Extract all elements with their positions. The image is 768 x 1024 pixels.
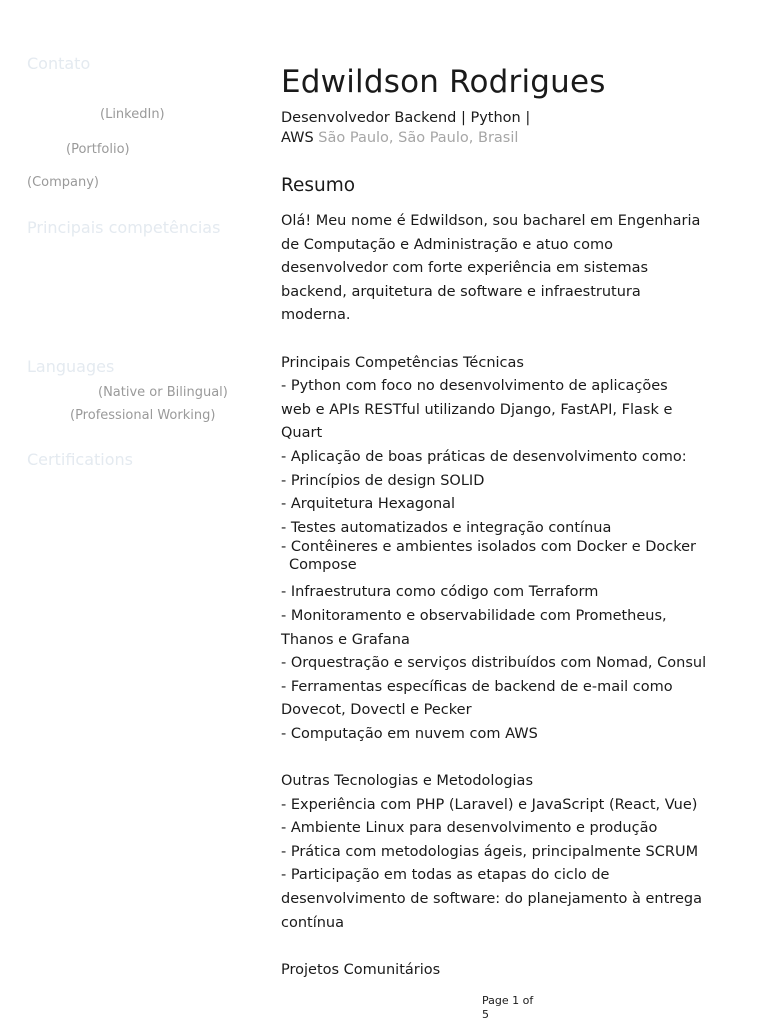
summary-intro-line: de Computação e Administração e atuo como bbox=[281, 236, 613, 253]
profile-headline bbox=[281, 108, 530, 148]
competencia-line: - Aplicação de boas práticas de desenvolvimento como: bbox=[281, 448, 687, 465]
page-label: Page 1 of bbox=[482, 994, 534, 1007]
summary-intro-line: desenvolvedor com forte experiência em sistemas bbox=[281, 260, 649, 277]
summary-intro-line: moderna. bbox=[281, 307, 351, 324]
spacer bbox=[281, 326, 751, 350]
outras-title: Outras Tecnologias e Metodologias bbox=[281, 773, 533, 790]
outras-line: contínua bbox=[281, 914, 345, 931]
competencia-line: - Infraestrutura como código com Terraform bbox=[281, 584, 599, 601]
language-item: (Professional Working) bbox=[70, 408, 216, 423]
competencia-line: Thanos e Grafana bbox=[281, 631, 410, 648]
outras-line: - Prática com metodologias ágeis, principalmente SCRUM bbox=[281, 843, 699, 860]
summary-title: Resumo bbox=[281, 175, 356, 196]
competencia-line: web e APIs RESTful utilizando Django, FastAPI, Flask e bbox=[281, 401, 673, 418]
company-link[interactable]: (Company) bbox=[27, 175, 99, 190]
competencia-line: - Contêineres e ambientes isolados com Docker e Docker Compose bbox=[281, 539, 697, 574]
page-footer bbox=[482, 994, 533, 1022]
outras-line: desenvolvimento de software: do planejamento à entrega bbox=[281, 891, 702, 908]
competencia-line: - Ferramentas específicas de backend de e-mail como bbox=[281, 678, 673, 695]
page-total: 5 bbox=[482, 1008, 489, 1021]
summary-intro-line: backend, arquitetura de software e infraestrutura bbox=[281, 283, 641, 300]
languages-heading: Languages bbox=[27, 357, 115, 376]
competencia-line: Quart bbox=[281, 425, 323, 442]
summary-intro-line: Olá! Meu nome é Edwildson, sou bacharel em Engenharia bbox=[281, 213, 701, 229]
headline-line-2 bbox=[281, 128, 530, 148]
outras-line: - Experiência com PHP (Laravel) e JavaScript (React, Vue) bbox=[281, 796, 698, 813]
competencias-title: Principais Competências Técnicas bbox=[281, 354, 524, 371]
headline-aws: AWS bbox=[281, 130, 314, 146]
competencia-line: - Computação em nuvem com AWS bbox=[281, 725, 538, 742]
portfolio-link[interactable]: (Portfolio) bbox=[66, 142, 130, 157]
certifications-heading: Certifications bbox=[27, 450, 133, 469]
summary-body bbox=[281, 208, 751, 980]
outras-line: - Ambiente Linux para desenvolvimento e produção bbox=[281, 820, 658, 837]
profile-name: Edwildson Rodrigues bbox=[281, 64, 606, 100]
competencia-line: Dovecot, Dovectl e Pecker bbox=[281, 702, 472, 719]
language-item: (Native or Bilingual) bbox=[98, 385, 228, 400]
competencia-line: - Princípios de design SOLID bbox=[281, 472, 485, 489]
projetos-title: Projetos Comunitários bbox=[281, 961, 441, 978]
competencia-line: - Testes automatizados e integração contínua bbox=[281, 519, 612, 536]
competencia-line: - Arquitetura Hexagonal bbox=[281, 496, 456, 513]
linkedin-link[interactable]: (LinkedIn) bbox=[100, 107, 165, 122]
spacer bbox=[281, 933, 751, 957]
headline-line-1: Desenvolvedor Backend | Python | bbox=[281, 110, 531, 126]
skills-heading: Principais competências bbox=[27, 218, 221, 237]
profile-location: São Paulo, São Paulo, Brasil bbox=[318, 130, 519, 146]
contact-heading: Contato bbox=[27, 54, 91, 73]
competencia-line: - Python com foco no desenvolvimento de aplicações bbox=[281, 378, 668, 395]
outras-line: - Participação em todas as etapas do ciclo de bbox=[281, 867, 610, 884]
competencia-line: - Orquestração e serviços distribuídos com Nomad, Consul bbox=[281, 655, 707, 672]
spacer bbox=[281, 744, 751, 768]
competencia-line: - Monitoramento e observabilidade com Prometheus, bbox=[281, 607, 667, 624]
